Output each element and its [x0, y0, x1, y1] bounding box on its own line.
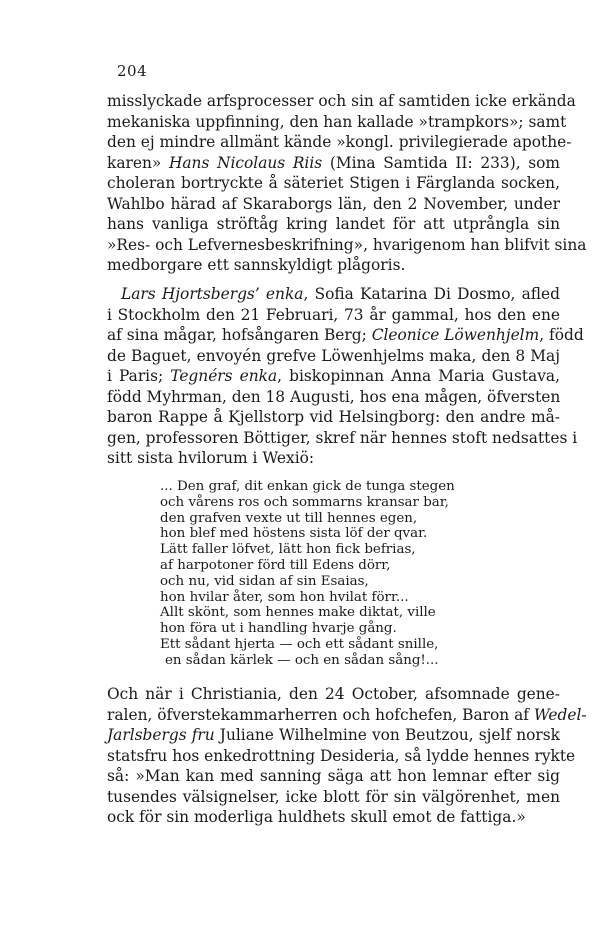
page-number: 204 [117, 62, 148, 80]
text-line: misslyckade arfsprocesser och sin af samtiden icke erkända [107, 92, 576, 110]
poem-line: Lätt faller löfvet, lätt hon fick befrias, [160, 542, 416, 558]
text-line: sitt sista hvilorum i Wexiö: [107, 449, 315, 467]
person-name-italic: Jarlsbergs fru [107, 726, 215, 744]
text-run: i Paris; [107, 367, 171, 385]
text-line [107, 284, 560, 305]
poem-line: hon hvilar åter, som hon hvilat förr... [160, 589, 409, 605]
text-run: (Mina Samtida II: 233), som [322, 153, 560, 172]
text-run: af sina mågar, hofsångaren Berg; [107, 326, 372, 344]
poem-line: och nu, vid sidan af sin Esaias, [160, 573, 369, 589]
text-line: född Myhrman, den 18 Augusti, hos ena mågen, öfversten [107, 387, 561, 406]
text-line: den ej mindre allmänt kände »kongl. privilegierade apothe- [107, 133, 572, 151]
text-line [107, 725, 560, 746]
poem-line: af harpotoner förd till Edens dörr, [160, 557, 391, 573]
text-line: tusendes välsignelser, icke blott för sin välgörenhet, men [107, 787, 560, 806]
text-line [107, 705, 587, 726]
text-run: , Sofia Katarina Di Dosmo, afled [303, 285, 560, 303]
text-line: statsfru hos enkedrottning Desideria, så lydde hennes rykte [107, 746, 576, 765]
text-line: baron Rappe å Kjellstorp vid Helsingborg: den andre må- [107, 408, 560, 426]
text-line: Wahlbo härad af Skaraborgs län, den 2 November, under [107, 194, 560, 213]
text-run: ralen, öfverstekammarherren och hofchefen, Baron af [107, 705, 534, 724]
text-line: »Res- och Lefvernesbeskrifning», hvarigenom han blifvit sina [107, 235, 587, 254]
text-run: Juliane Wilhelmine von Beutzou, sjelf norsk [214, 726, 561, 744]
text-line: så: »Man kan med sanning säga att hon lemnar efter sig [107, 767, 560, 785]
poem-line: en sådan kärlek — och en sådan sång!... [165, 652, 439, 668]
text-line [107, 153, 560, 174]
poem-line: hon blef med höstens sista löf der qvar. [160, 526, 428, 542]
text-run: , biskopinnan Anna Maria Gustava, [277, 367, 560, 385]
person-name-italic: Lars Hjortsbergs’ enka [121, 285, 304, 303]
poem-block [160, 479, 455, 669]
text-line [107, 325, 584, 346]
text-line: hans vanliga ströftåg kring landet för att utprångla sin [107, 215, 560, 233]
poem-line: den grafven vexte ut till hennes egen, [160, 510, 418, 526]
person-name-italic: Tegnérs enka [170, 367, 278, 385]
poem-line: och vårens ros och sommarns kransar bar, [160, 494, 449, 510]
poem-line: Ett sådant hjerta — och ett sådant snille, [160, 636, 439, 652]
person-name-italic: Cleonice Löwenhjelm [371, 326, 540, 344]
text-line: gen, professoren Böttiger, skref när hennes stoft nedsattes i [107, 428, 578, 447]
text-line: i Stockholm den 21 Februari, 73 år gammal, hos den ene [107, 305, 560, 324]
text-line: medborgare ett sannskyldigt plågoris. [107, 256, 406, 274]
paragraph-3 [107, 684, 587, 828]
text-line: Och när i Christiania, den 24 October, afsomnade gene- [107, 685, 560, 703]
poem-line: Allt skönt, som hennes make diktat, ville [160, 605, 436, 621]
text-line: choleran bortryckte å säteriet Stigen i Färglanda socken, [107, 174, 560, 192]
text-line: mekaniska uppfinning, den han kallade »trampkors»; samt [107, 112, 567, 131]
poem-line: ... Den graf, dit enkan gick de tunga stegen [160, 479, 455, 494]
poem-line: hon föra ut i handling hvarje gång. [160, 621, 397, 637]
text-line [107, 366, 560, 387]
paragraph-2 [107, 284, 584, 469]
person-name-italic: Hans Nicolaus Riis [168, 153, 323, 172]
person-name-italic: Wedel- [533, 705, 587, 724]
text-line: ock för sin moderliga huldhets skull emot de fattiga.» [107, 808, 526, 826]
text-line: de Baguet, envoyén grefve Löwenhjelms maka, den 8 Maj [107, 346, 560, 365]
text-run: karen» [107, 153, 169, 172]
paragraph-1 [107, 91, 587, 276]
text-run: , född [539, 326, 584, 344]
